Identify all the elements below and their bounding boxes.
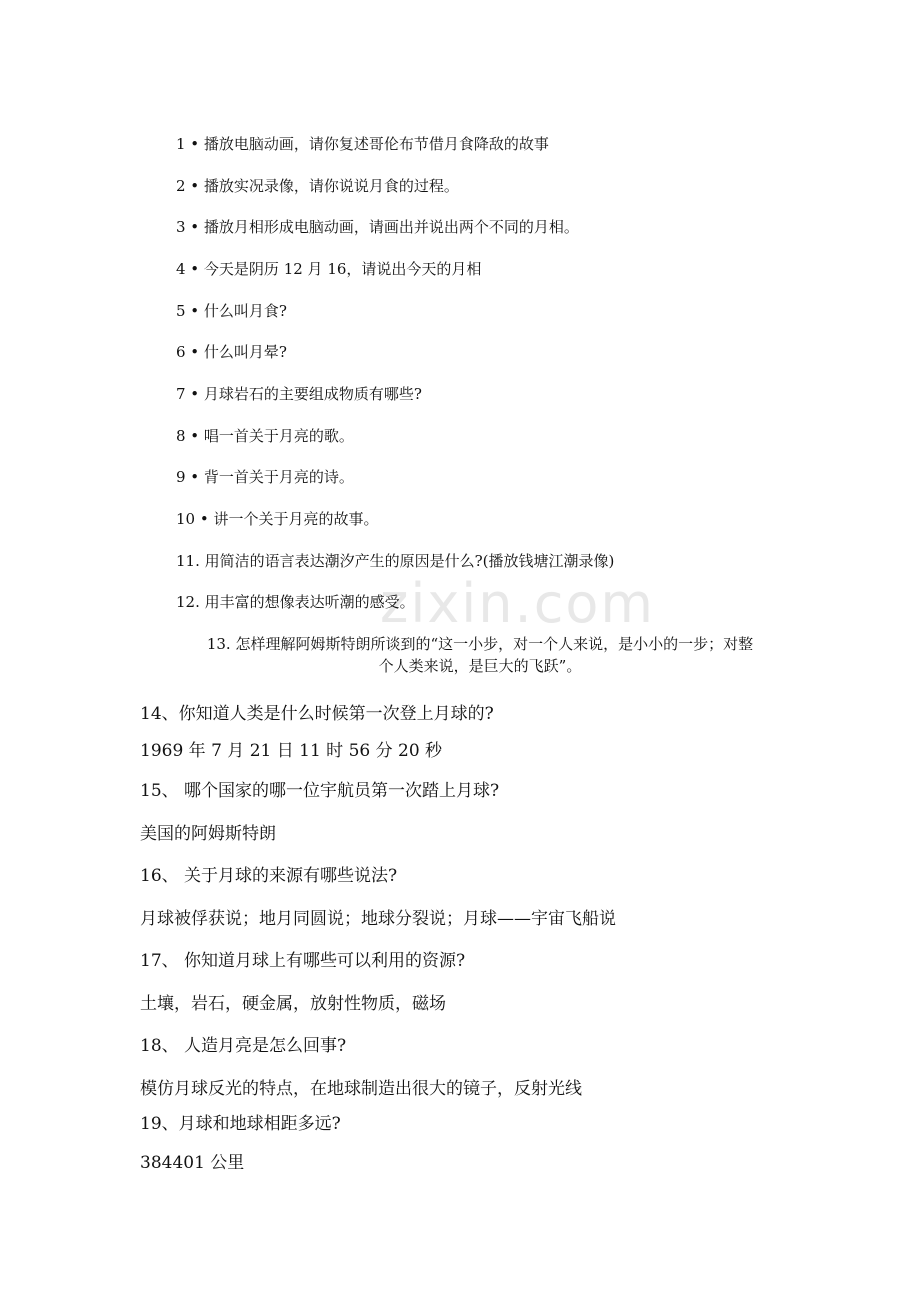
list-item-9: 9 • 背一首关于月亮的诗。 bbox=[176, 468, 354, 486]
question-18: 18、 人造月亮是怎么回事? bbox=[140, 1036, 347, 1056]
list-item-10: 10 • 讲一个关于月亮的故事。 bbox=[176, 510, 379, 528]
answer-16: 月球被俘获说；地月同圆说；地球分裂说；月球——宇宙飞船说 bbox=[140, 909, 616, 929]
list-item-4: 4 • 今天是阴历 12 月 16，请说出今天的月相 bbox=[176, 260, 482, 278]
question-19: 19、月球和地球相距多远? bbox=[140, 1114, 341, 1134]
list-item-6: 6 • 什么叫月晕? bbox=[176, 343, 287, 361]
list-item-13-line1: 13. 怎样理解阿姆斯特朗所谈到的“这一小步，对一个人来说，是小小的一步；对整 bbox=[206, 635, 754, 653]
list-item-8: 8 • 唱一首关于月亮的歌。 bbox=[176, 427, 354, 445]
list-item-3: 3 • 播放月相形成电脑动画，请画出并说出两个不同的月相。 bbox=[176, 218, 579, 236]
list-item-7: 7 • 月球岩石的主要组成物质有哪些? bbox=[176, 385, 422, 403]
answer-18: 模仿月球反光的特点，在地球制造出很大的镜子，反射光线 bbox=[140, 1079, 582, 1099]
list-item-13 bbox=[170, 633, 790, 677]
list-item-1: 1 • 播放电脑动画，请你复述哥伦布节借月食降敌的故事 bbox=[176, 135, 549, 153]
question-17: 17、 你知道月球上有哪些可以利用的资源? bbox=[140, 951, 466, 971]
list-item-5: 5 • 什么叫月食? bbox=[176, 302, 287, 320]
answer-14: 1969 年 7 月 21 日 11 时 56 分 20 秒 bbox=[140, 741, 443, 761]
watermark: zixin.com bbox=[380, 572, 656, 635]
list-item-11: 11. 用简洁的语言表达潮汐产生的原因是什么?(播放钱塘江潮录像) bbox=[176, 552, 615, 570]
question-14: 14、你知道人类是什么时候第一次登上月球的? bbox=[140, 704, 494, 724]
list-item-2: 2 • 播放实况录像，请你说说月食的过程。 bbox=[176, 177, 459, 195]
answer-17: 土壤，岩石，硬金属，放射性物质，磁场 bbox=[140, 994, 446, 1014]
answer-19: 384401 公里 bbox=[140, 1153, 245, 1173]
list-item-13-line2: 个人类来说，是巨大的飞跃”。 bbox=[378, 657, 582, 675]
list-item-12: 12. 用丰富的想像表达听潮的感受。 bbox=[176, 593, 415, 611]
question-15: 15、 哪个国家的哪一位宇航员第一次踏上月球? bbox=[140, 781, 500, 801]
answer-15: 美国的阿姆斯特朗 bbox=[140, 824, 276, 844]
question-16: 16、 关于月球的来源有哪些说法? bbox=[140, 866, 398, 886]
